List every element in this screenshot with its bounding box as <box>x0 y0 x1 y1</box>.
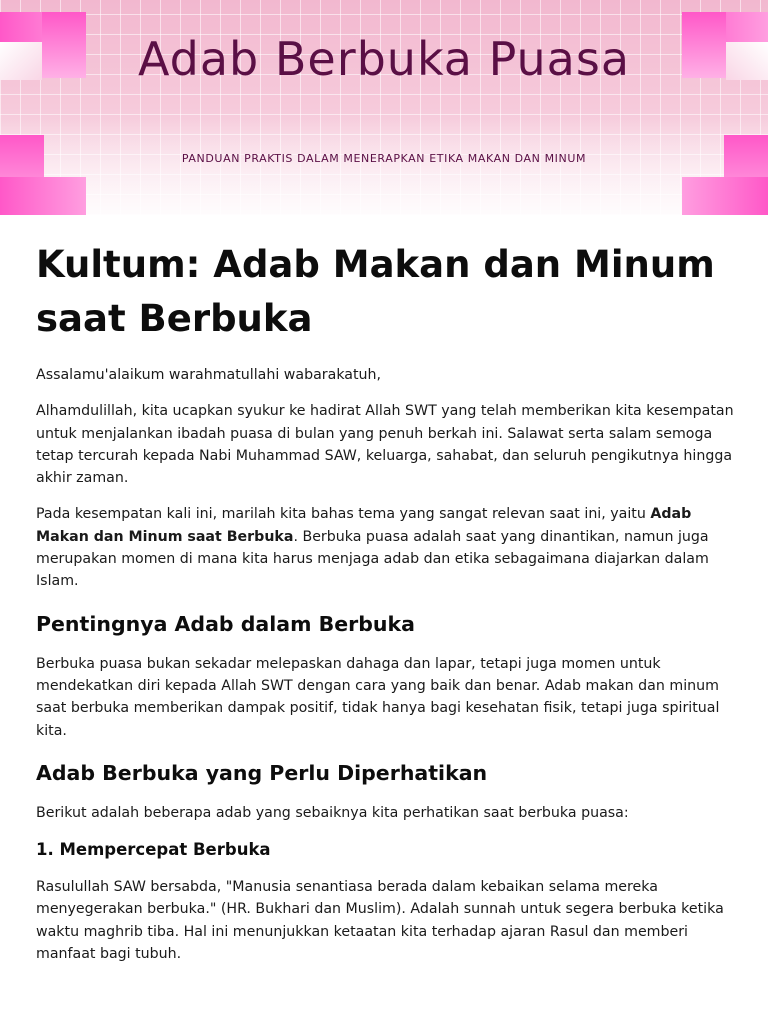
corner-decoration-bottom-right <box>682 135 768 215</box>
banner-title: Adab Berbuka Puasa <box>137 32 631 86</box>
article-title: Kultum: Adab Makan dan Minum saat Berbuka <box>36 243 715 340</box>
subsection-paragraph-hasten: Rasulullah SAW bersabda, "Manusia senantiasa berada dalam kebaikan selama mereka menyegerakan berbuka." (HR. Bukhari dan Muslim). Adalah sunnah untuk segera berbuka ketika waktu maghrib tiba. Hal ini menunjukkan ketaatan kita terhadap ajaran Rasul dan memberi manfaat bagi tubuh. <box>36 879 724 963</box>
article-body <box>36 238 736 979</box>
intro-paragraph: Alhamdulillah, kita ucapkan syukur ke hadirat Allah SWT yang telah memberikan kita kesempatan untuk menjalankan ibadah puasa di bulan yang penuh berkah ini. Salawat serta salam semoga tetap tercurah kepada Nabi Muhammad SAW, keluarga, sahabat, dan seluruh pengikutnya hingga akhir zaman. <box>36 403 734 487</box>
topic-text-after: . Berbuka puasa adalah saat yang dinantikan, namun juga merupakan momen di mana kita harus menjaga adab dan etika sebagaimana diajarkan dalam Islam. <box>36 528 709 590</box>
section-paragraph-importance: Berbuka puasa bukan sekadar melepaskan dahaga dan lapar, tetapi juga momen untuk mendekatkan diri kepada Allah SWT dengan cara yang baik dan benar. Adab makan dan minum saat berbuka memberikan dampak positif, tidak hanya bagi kesehatan fisik, tetapi juga spiritual kita. <box>36 655 720 739</box>
topic-bold-text: Adab Makan dan Minum saat Berbuka <box>36 506 692 545</box>
section-heading-importance: Pentingnya Adab dalam Berbuka <box>36 611 415 636</box>
section-paragraph-manners: Berikut adalah beberapa adab yang sebaiknya kita perhatikan saat berbuka puasa: <box>36 804 629 821</box>
banner-subtitle: PANDUAN PRAKTIS DALAM MENERAPKAN ETIKA MAKAN DAN MINUM <box>181 152 587 165</box>
corner-decoration-top-left <box>0 0 86 80</box>
topic-text-before: Pada kesempatan kali ini, marilah kita bahas tema yang sangat relevan saat ini, yaitu <box>36 506 651 523</box>
subsection-heading-hasten: 1. Mempercepat Berbuka <box>36 840 271 860</box>
section-heading-manners: Adab Berbuka yang Perlu Diperhatikan <box>36 760 488 785</box>
corner-decoration-bottom-left <box>0 135 86 215</box>
corner-decoration-top-right <box>682 0 768 80</box>
topic-paragraph <box>36 503 736 592</box>
greeting-paragraph: Assalamu'alaikum warahmatullahi wabarakatuh, <box>36 367 382 383</box>
header-banner <box>0 0 768 215</box>
